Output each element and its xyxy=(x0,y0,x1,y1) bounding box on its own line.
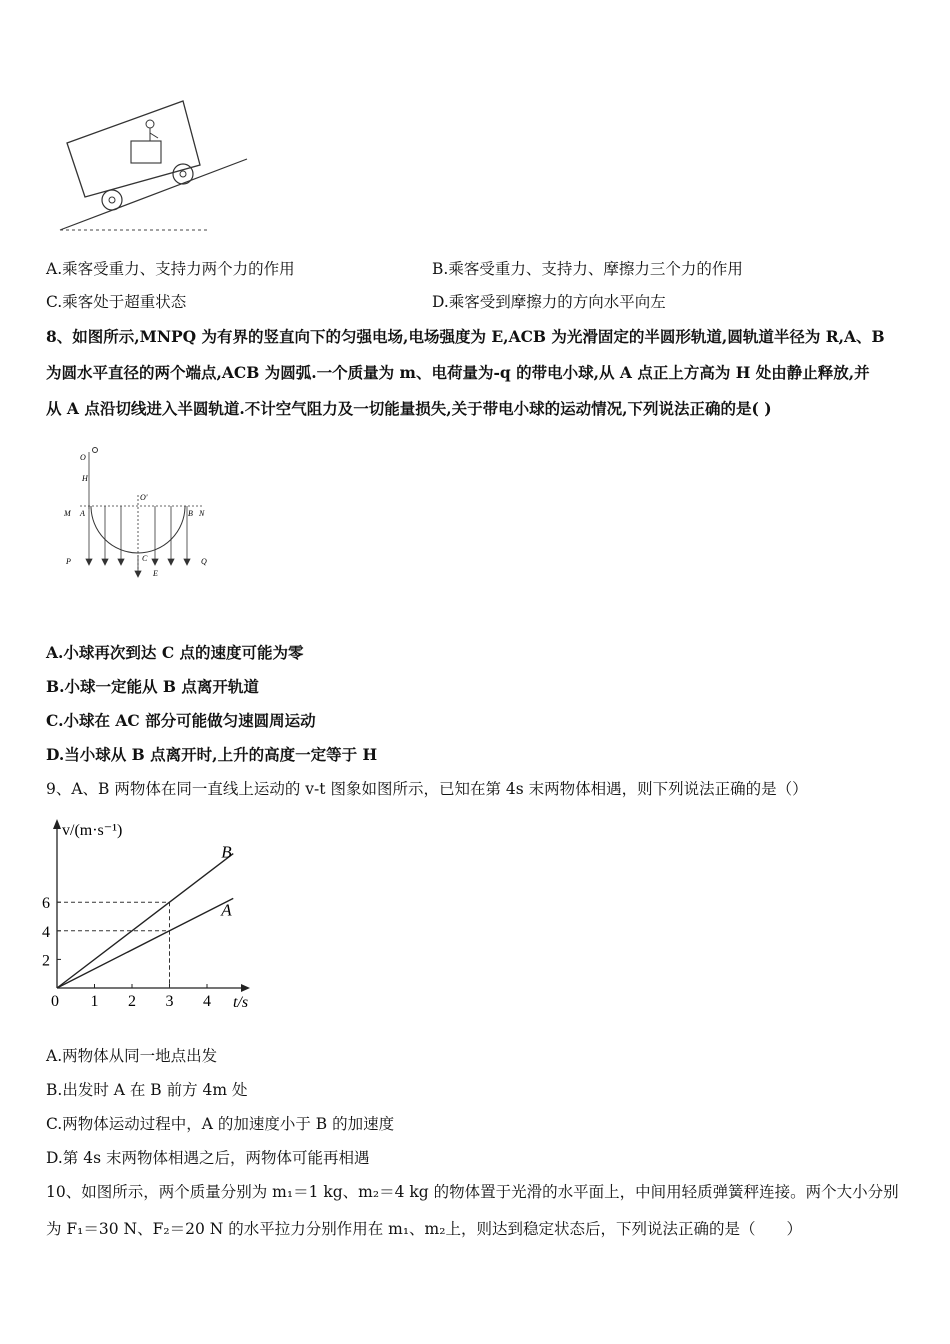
incline-car-figure xyxy=(55,95,255,235)
label-q: Q xyxy=(201,557,207,566)
q8-option-b: B.小球一定能从 B 点离开轨道 xyxy=(46,677,259,696)
label-h: H xyxy=(82,474,88,483)
x-axis-label: t/s xyxy=(233,994,249,1011)
label-c: C xyxy=(142,554,148,563)
y-axis-arrow xyxy=(53,819,61,829)
q8-stem-line-3: 从 A 点沿切线进入半圆轨道.不计空气阻力及一切能量损失,关于带电小球的运动情况,下列说法正确的是( ) xyxy=(46,399,772,418)
q9-option-d: D.第 4s 末两物体相遇之后，两物体可能再相遇 xyxy=(46,1149,370,1167)
label-b: B xyxy=(188,509,193,518)
q7-option-d: D.乘客受到摩擦力的方向水平向左 xyxy=(432,293,666,311)
q9-option-b: B.出发时 A 在 B 前方 4m 处 xyxy=(46,1081,248,1099)
label-o-prime: O' xyxy=(140,493,148,502)
series-line-A xyxy=(57,898,233,988)
y-axis-label: v/(m·s⁻¹) xyxy=(62,822,123,839)
q9-option-a: A.两物体从同一地点出发 xyxy=(46,1047,218,1065)
x-tick-label: 2 xyxy=(128,993,136,1010)
y-tick-label: 4 xyxy=(42,923,50,941)
label-p: P xyxy=(66,557,71,566)
label-m: M xyxy=(64,509,71,518)
y-tick-label: 6 xyxy=(42,895,50,913)
series-label-B: B xyxy=(221,842,232,862)
q8-stem-line-1: 8、如图所示,MNPQ 为有界的竖直向下的匀强电场,电场强度为 E,ACB 为光滑固定的半圆形轨道,圆轨道半径为 R,A、B xyxy=(46,327,885,346)
x-tick-label: 3 xyxy=(165,993,174,1010)
x-axis-arrow xyxy=(241,984,250,992)
q8-option-d: D.当小球从 B 点离开时,上升的高度一定等于 H xyxy=(46,745,378,764)
q10-stem-line-1: 10、如图所示，两个质量分别为 m₁＝1 kg、m₂＝4 kg 的物体置于光滑的水平面上，中间用轻质弹簧秤连接。两个大小分别 xyxy=(46,1183,899,1201)
vt-chart xyxy=(40,815,280,1015)
semicircle-track-figure xyxy=(60,443,220,583)
x-tick-label: 0 xyxy=(51,993,59,1010)
q8-stem-line-2: 为圆水平直径的两个端点,ACB 为圆弧.一个质量为 m、电荷量为-q 的带电小球,从 A 点正上方高为 H 处由静止释放,并 xyxy=(46,363,870,382)
label-a: A xyxy=(80,509,85,518)
label-e: E xyxy=(153,569,158,578)
q7-option-c: C.乘客处于超重状态 xyxy=(46,293,187,311)
q10-stem-line-2: 为 F₁＝30 N、F₂＝20 N 的水平拉力分别作用在 m₁、m₂上，则达到稳定状态后，下列说法正确的是（ ） xyxy=(46,1220,802,1238)
y-tick-label: 2 xyxy=(42,952,50,970)
x-tick-label: 4 xyxy=(203,993,211,1010)
x-tick-label: 1 xyxy=(90,993,99,1010)
q9-option-c: C.两物体运动过程中，A 的加速度小于 B 的加速度 xyxy=(46,1115,395,1133)
q8-option-a: A.小球再次到达 C 点的速度可能为零 xyxy=(46,643,304,662)
q9-stem: 9、A、B 两物体在同一直线上运动的 v-t 图象如图所示，已知在第 4s 末两物体相遇，则下列说法正确的是（） xyxy=(46,780,808,798)
series-line-B xyxy=(57,854,233,988)
q7-option-a: A.乘客受重力、支持力两个力的作用 xyxy=(46,260,295,278)
q8-option-c: C.小球在 AC 部分可能做匀速圆周运动 xyxy=(46,711,316,730)
q7-option-b: B.乘客受重力、支持力、摩擦力三个力的作用 xyxy=(432,260,743,278)
label-n: N xyxy=(199,509,205,518)
label-o: O xyxy=(80,453,86,462)
series-label-A: A xyxy=(221,900,232,920)
